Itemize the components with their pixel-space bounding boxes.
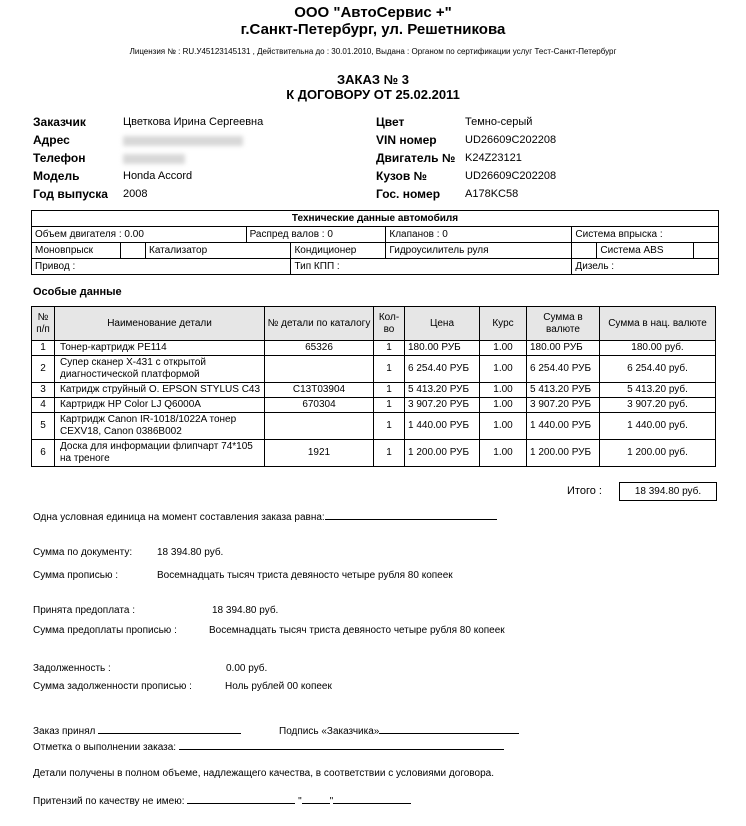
gearbox-type: Тип КПП : (291, 259, 572, 275)
model-label: Модель (33, 169, 80, 183)
body-label: Кузов № (376, 169, 427, 183)
row-name: Доска для информации флипчарт 74*105 на треноге (55, 440, 265, 467)
body-value: UD26609C202208 (465, 170, 557, 182)
row-sum-national: 5 413.20 руб. (600, 383, 716, 398)
drive-type: Привод : (32, 259, 291, 275)
row-rate: 1.00 (480, 398, 527, 413)
catalyst: Катализатор (146, 243, 291, 259)
engine-volume: Объем двигателя : 0.00 (32, 227, 247, 243)
unit-text: Одна условная единица на момент составления заказа равна: (33, 512, 325, 523)
row-num: 4 (32, 398, 55, 413)
plate-label: Гос. номер (376, 187, 441, 201)
doc-words-value: Восемнадцать тысяч триста девяносто четыре рубля 80 копеек (157, 570, 453, 581)
row-sum-national: 3 907.20 руб. (600, 398, 716, 413)
row-sum-national: 180.00 руб. (600, 341, 716, 356)
customer-label: Заказчик (33, 115, 86, 129)
completion-label: Отметка о выполнении заказа: (33, 742, 177, 753)
total-value: 18 394.80 руб. (619, 482, 717, 501)
col-name: Наименование детали (55, 307, 265, 341)
signature-label: Подпись «Заказчика» (279, 726, 380, 737)
row-sum-national: 6 254.40 руб. (600, 356, 716, 383)
engine-label: Двигатель № (376, 151, 456, 165)
col-price: Цена (405, 307, 480, 341)
table-row (32, 413, 716, 440)
abs-check (694, 243, 719, 259)
row-rate: 1.00 (480, 356, 527, 383)
row-qty: 1 (374, 356, 405, 383)
claims-underline[interactable] (187, 794, 295, 804)
row-num: 3 (32, 383, 55, 398)
doc-words-label: Сумма прописью : (33, 570, 119, 581)
prepaid-label: Принята предоплата : (33, 605, 135, 616)
unit-line (33, 510, 497, 523)
row-price: 3 907.20 РУБ (405, 398, 480, 413)
signature-underline[interactable] (379, 724, 519, 734)
tech-data-table (31, 210, 719, 275)
col-qty: Кол-во (374, 307, 405, 341)
col-rate: Курс (480, 307, 527, 341)
debt-value: 0.00 руб. (226, 663, 268, 674)
injection-system: Система впрыска : (572, 227, 719, 243)
col-catalog: № детали по каталогу (265, 307, 374, 341)
vin-label: VIN номер (376, 133, 437, 147)
table-row (32, 356, 716, 383)
prepaid-value: 18 394.80 руб. (212, 605, 279, 616)
row-price: 5 413.20 РУБ (405, 383, 480, 398)
row-rate: 1.00 (480, 413, 527, 440)
company-address: г.Санкт-Петербург, ул. Решетникова (240, 21, 506, 38)
row-sum-currency: 1 440.00 РУБ (527, 413, 600, 440)
total-label: Итого : (567, 485, 602, 497)
completion-line (33, 740, 504, 753)
order-number: ЗАКАЗ № 3 (337, 72, 409, 87)
row-name: Супер сканер Х-431 с открытой диагностической платформой (55, 356, 265, 383)
debt-words-label: Сумма задолженности прописью : (33, 681, 192, 692)
year-value: 2008 (123, 188, 148, 200)
quote-open: " (298, 796, 302, 807)
row-sum-currency: 180.00 РУБ (527, 341, 600, 356)
claims-label: Притензий по качеству не имею: (33, 796, 185, 807)
row-num: 1 (32, 341, 55, 356)
engine-value: K24Z23121 (465, 152, 522, 164)
doc-sum-label: Сумма по документу: (33, 547, 133, 558)
tech-title: Технические данные автомобиля (32, 211, 719, 227)
diesel: Дизель : (572, 259, 719, 275)
mono-injection: Моновпрыск (32, 243, 121, 259)
debt-label: Задолженность : (33, 663, 111, 674)
col-num: № п/п (32, 307, 55, 341)
claims-line (33, 794, 411, 807)
day-underline[interactable] (302, 794, 330, 804)
color-value: Темно-серый (465, 116, 533, 128)
model-value: Honda Accord (123, 170, 193, 182)
company-name: ООО "АвтоСервис +" (294, 4, 452, 21)
col-sum-national: Сумма в нац. валюте (600, 307, 716, 341)
air-conditioner: Кондиционер (291, 243, 386, 259)
power-steering: Гидроусилитель руля (386, 243, 572, 259)
table-row (32, 341, 716, 356)
row-qty: 1 (374, 341, 405, 356)
row-name: Тонер-картридж PE114 (55, 341, 265, 356)
row-num: 6 (32, 440, 55, 467)
accepted-underline[interactable] (98, 724, 241, 734)
phone-redacted (123, 154, 185, 167)
month-underline[interactable] (333, 794, 411, 804)
row-catalog: C13T03904 (265, 383, 374, 398)
address-label: Адрес (33, 133, 70, 147)
accepted-label: Заказ принял (33, 726, 96, 737)
table-row (32, 383, 716, 398)
row-price: 180.00 РУБ (405, 341, 480, 356)
row-rate: 1.00 (480, 383, 527, 398)
table-row (32, 440, 716, 467)
row-catalog: 670304 (265, 398, 374, 413)
row-rate: 1.00 (480, 440, 527, 467)
parts-table (31, 306, 716, 467)
row-catalog: 1921 (265, 440, 374, 467)
row-catalog: 65326 (265, 341, 374, 356)
accepted-line (33, 724, 241, 737)
license-line: Лицензия № : RU.У45123145131 , Действительна до : 30.01.2010, Выдана : Органом по сертификации услуг Тест-Санкт-Петербург (129, 47, 617, 56)
row-price: 1 200.00 РУБ (405, 440, 480, 467)
year-label: Год выпуска (33, 187, 108, 201)
completion-underline[interactable] (179, 740, 504, 750)
row-sum-national: 1 440.00 руб. (600, 413, 716, 440)
row-sum-national: 1 200.00 руб. (600, 440, 716, 467)
abs-system: Система ABS (597, 243, 694, 259)
order-title-block (0, 72, 746, 102)
company-header (0, 4, 746, 38)
color-label: Цвет (376, 115, 405, 129)
row-sum-currency: 5 413.20 РУБ (527, 383, 600, 398)
row-name: Картридж Canon IR-1018/1022A тонер CEXV18, Canon 0386B002 (55, 413, 265, 440)
row-qty: 1 (374, 413, 405, 440)
power-steering-check (572, 243, 597, 259)
row-sum-currency: 6 254.40 РУБ (527, 356, 600, 383)
contract-line: К ДОГОВОРУ ОТ 25.02.2011 (286, 87, 460, 102)
vin-value: UD26609C202208 (465, 134, 557, 146)
row-qty: 1 (374, 440, 405, 467)
row-rate: 1.00 (480, 341, 527, 356)
mono-injection-check (121, 243, 146, 259)
row-name: Катридж струйный O. EPSON STYLUS C43 (55, 383, 265, 398)
received-text: Детали получены в полном объеме, надлежащего качества, в соответствии с условиями договора. (33, 768, 494, 779)
address-redacted (123, 136, 243, 149)
row-sum-currency: 1 200.00 РУБ (527, 440, 600, 467)
row-catalog (265, 356, 374, 383)
doc-sum-value: 18 394.80 руб. (157, 547, 224, 558)
customer-value: Цветкова Ирина Сергеевна (123, 116, 264, 128)
phone-label: Телефон (33, 151, 86, 165)
row-price: 1 440.00 РУБ (405, 413, 480, 440)
prepaid-words-value: Восемнадцать тысяч триста девяносто четыре рубля 80 копеек (209, 625, 505, 636)
row-num: 2 (32, 356, 55, 383)
signature-line (279, 724, 519, 737)
prepaid-words-label: Сумма предоплаты прописью : (33, 625, 177, 636)
plate-value: A178KC58 (465, 188, 519, 200)
col-sum-currency: Сумма в валюте (527, 307, 600, 341)
row-num: 5 (32, 413, 55, 440)
row-name: Картридж HP Color LJ Q6000A (55, 398, 265, 413)
table-row (32, 398, 716, 413)
valves: Клапанов : 0 (386, 227, 572, 243)
special-data-title: Особые данные (33, 286, 122, 298)
quote-close: " (329, 796, 334, 807)
row-price: 6 254.40 РУБ (405, 356, 480, 383)
row-qty: 1 (374, 398, 405, 413)
row-sum-currency: 3 907.20 РУБ (527, 398, 600, 413)
unit-underline[interactable] (325, 510, 497, 520)
debt-words-value: Ноль рублей 00 копеек (225, 681, 332, 692)
row-qty: 1 (374, 383, 405, 398)
row-catalog (265, 413, 374, 440)
camshafts: Распред валов : 0 (246, 227, 386, 243)
